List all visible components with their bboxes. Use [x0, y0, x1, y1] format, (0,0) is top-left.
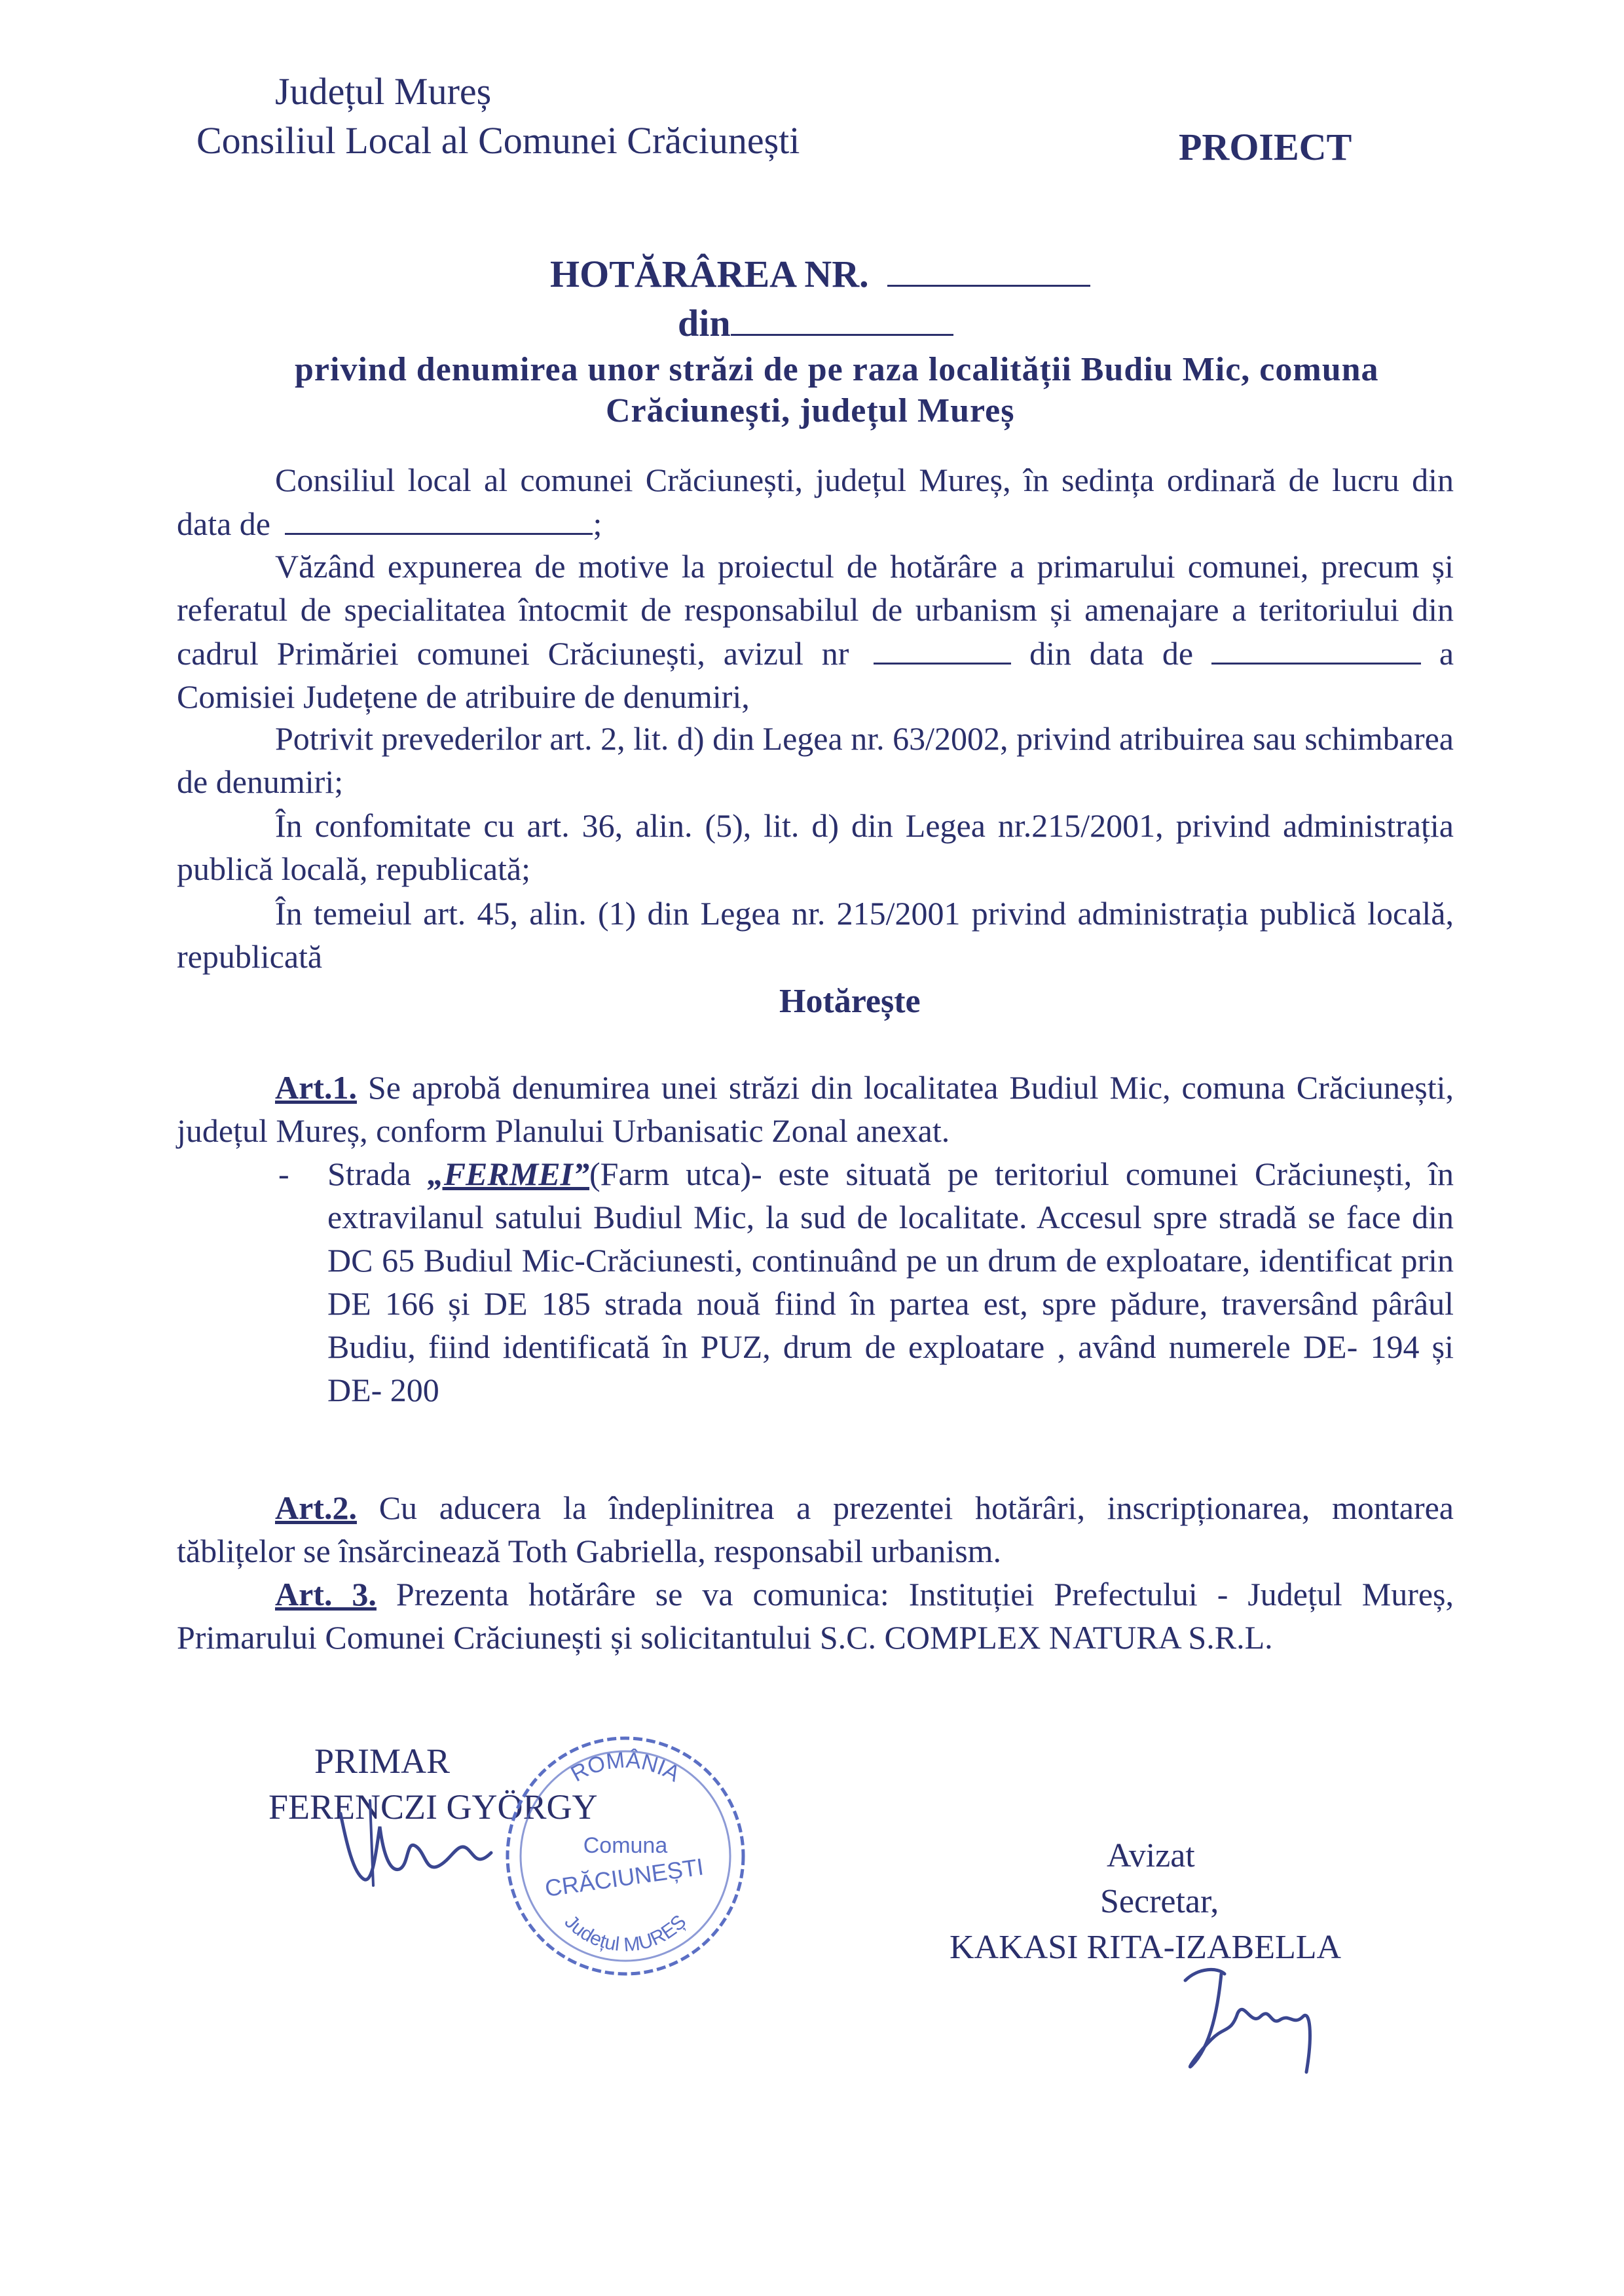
- subject-line-1: privind denumirea unor străzi de pe raza localității Budiu Mic, comuna: [295, 351, 1379, 388]
- preamble-considering-text: Văzând expunerea de motive la proiectul de hotărâre a primarului comunei, precum și referatul de specialitatea întocmit de responsabilul de urbanism și amenajare a teritoriului din cadrul Primăriei comunei Crăciunești, avizul nr: [177, 548, 1454, 672]
- preamble-session: [177, 458, 1454, 545]
- stamp-middle-1: Comuna: [583, 1833, 668, 1858]
- preamble-session-text: Consiliul local al comunei Crăciunești, județul Mureș, în sedința ordinară de lucru din data de: [177, 462, 1454, 542]
- mayor-title: PRIMAR: [314, 1741, 451, 1781]
- session-date-blank: [285, 501, 593, 535]
- mayor-signature: [327, 1787, 511, 1899]
- preamble-law-215-art45: În temeiul art. 45, alin. (1) din Legea nr. 215/2001 privind administrația publică locală, republicată: [177, 895, 1454, 975]
- preamble-considering-mid: din data de: [1029, 635, 1194, 672]
- article-2-text: Cu aducera la îndeplinitrea a prezentei hotărâri, inscripționarea, montarea tăblițelor se însărcinează Toth Gabriella, responsabil urbanism.: [177, 1489, 1454, 1569]
- secretary-name: KAKASI RITA-IZABELLA: [950, 1929, 1342, 1966]
- preamble-session-end: ;: [593, 505, 602, 542]
- article-2: [177, 1486, 1454, 1573]
- opinion-date-blank: [1211, 631, 1421, 665]
- street-text: (Farm utca)- este situată pe teritoriul comunei Crăciunești, în extravilanul satului Budiul Mic, la sud de localitate. Accesul spre stradă se face din DC 65 Budiul Mic-Crăciunesti, continuând pe un drum de exploatare, identificat prin DE 166 și DE 185 strada nouă fiind în partea est, spre pădure, traversând pârâul Budiu, fiind identificată în PUZ, drum de exploatare , având numerele DE- 194 și DE- 200: [327, 1156, 1454, 1408]
- stamp-top-text: ROMÂNIA: [566, 1747, 684, 1787]
- project-label: PROIECT: [1179, 126, 1352, 168]
- article-3-label: Art. 3.: [275, 1576, 377, 1613]
- decision-title: [550, 252, 1090, 296]
- decision-date-blank: [731, 302, 953, 336]
- street-name: „FERMEI”: [427, 1156, 590, 1192]
- decision-din-text: din: [678, 302, 731, 344]
- secretary-signature: [1172, 1954, 1336, 2085]
- article-1-label: Art.1.: [275, 1069, 357, 1106]
- preamble-law-63: Potrivit prevederilor art. 2, lit. d) din Legea nr. 63/2002, privind atribuirea sau schimbarea de denumiri;: [177, 720, 1454, 800]
- decision-title-text: HOTĂRÂREA NR.: [550, 253, 869, 295]
- preamble-considering: [177, 545, 1454, 718]
- stamp-bottom-text: Județul MUREȘ: [560, 1910, 691, 1956]
- decision-date: [678, 301, 953, 345]
- council-label: Consiliul Local al Comunei Crăciunești: [196, 119, 800, 162]
- street-description: [327, 1152, 1454, 1412]
- street-prefix: Strada: [327, 1156, 411, 1192]
- opinion-number-blank: [874, 631, 1011, 665]
- article-2-label: Art.2.: [275, 1489, 357, 1526]
- official-stamp: [498, 1728, 753, 1984]
- secretary-title: Secretar,: [1100, 1883, 1219, 1920]
- article-1: [177, 1066, 1454, 1152]
- stamp-middle-2: CRĂCIUNEȘTI: [543, 1853, 705, 1902]
- decision-number-blank: [887, 253, 1090, 287]
- preamble-considering-end: a Comisiei Județene de atribuire de denumiri,: [177, 635, 1454, 715]
- endorsed-label: Avizat: [1107, 1837, 1195, 1874]
- subject-line-2: Crăciunești, județul Mureș: [606, 392, 1015, 429]
- article-3-text: Prezenta hotărâre se va comunica: Instituției Prefectului - Județul Mureș, Primarului Comunei Crăciunești și solicitantului S.C. COMPLEX NATURA S.R.L.: [177, 1576, 1454, 1656]
- preamble-law-215-art36: În confomitate cu art. 36, alin. (5), lit. d) din Legea nr.215/2001, privind administrația publică locală, republicată;: [177, 807, 1454, 887]
- decides-heading: Hotărește: [779, 983, 921, 1020]
- article-3: [177, 1573, 1454, 1659]
- article-1-text: Se aprobă denumirea unei străzi din localitatea Budiul Mic, comuna Crăciunești, județul Mureș, conform Planului Urbanisatic Zonal anexat.: [177, 1069, 1454, 1149]
- bullet-dash: -: [278, 1156, 289, 1192]
- county-label: Județul Mureș: [275, 70, 492, 113]
- mayor-name: FERENCZI GYÖRGY: [268, 1787, 598, 1827]
